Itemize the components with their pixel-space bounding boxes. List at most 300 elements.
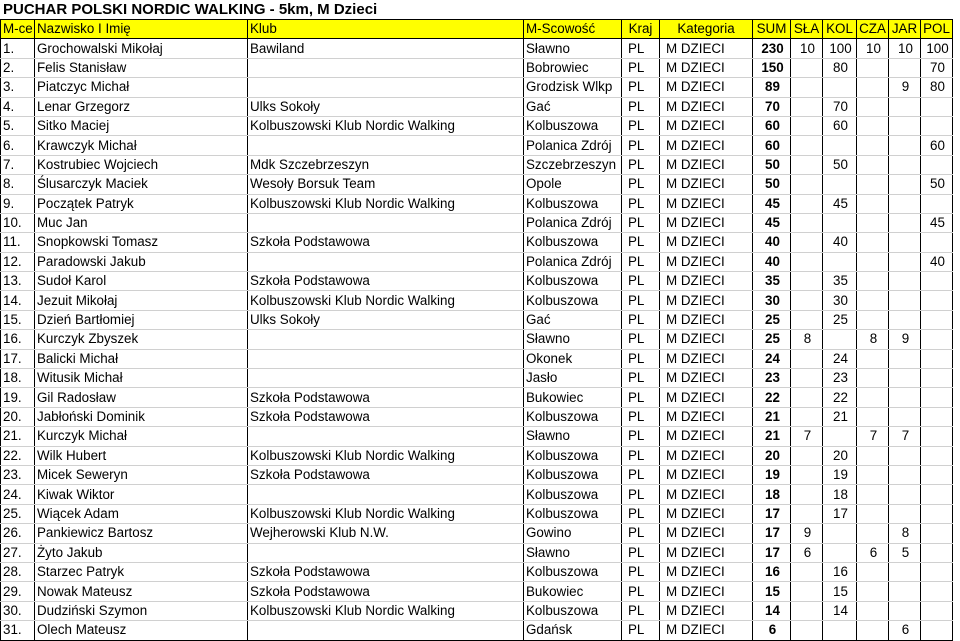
- cell-name: Nowak Mateusz: [35, 582, 248, 601]
- cell-name: Witusik Michał: [35, 369, 248, 388]
- cell-country: PL: [622, 388, 660, 407]
- cell-place: 3.: [1, 78, 35, 97]
- cell-sla: [791, 485, 823, 504]
- cell-club: Szkoła Podstawowa: [248, 582, 524, 601]
- cell-sum: 6: [753, 621, 791, 640]
- cell-city: Gdańsk: [524, 621, 622, 640]
- cell-place: 21.: [1, 427, 35, 446]
- cell-club: [248, 349, 524, 368]
- cell-city: Sławno: [524, 330, 622, 349]
- cell-club: [248, 543, 524, 562]
- cell-jar: 7: [889, 427, 921, 446]
- cell-club: Kolbuszowski Klub Nordic Walking: [248, 446, 524, 465]
- cell-name: Felis Stanisław: [35, 58, 248, 77]
- cell-cza: [857, 465, 889, 484]
- cell-category: M DZIECI: [660, 330, 753, 349]
- cell-jar: [889, 97, 921, 116]
- cell-sum: 30: [753, 291, 791, 310]
- cell-jar: [889, 601, 921, 620]
- cell-sum: 35: [753, 272, 791, 291]
- cell-club: Szkoła Podstawowa: [248, 272, 524, 291]
- cell-jar: [889, 291, 921, 310]
- cell-cza: [857, 621, 889, 640]
- cell-sla: [791, 504, 823, 523]
- cell-kol: 80: [823, 58, 857, 77]
- cell-cza: [857, 213, 889, 232]
- cell-name: Kurczyk Zbyszek: [35, 330, 248, 349]
- table-row: [1, 39, 953, 58]
- cell-pol: 80: [921, 78, 953, 97]
- cell-country: PL: [622, 524, 660, 543]
- cell-pol: [921, 601, 953, 620]
- table-row: [1, 213, 953, 232]
- cell-country: PL: [622, 562, 660, 581]
- cell-sla: [791, 388, 823, 407]
- table-row: [1, 252, 953, 271]
- cell-sum: 23: [753, 369, 791, 388]
- table-row: [1, 78, 953, 97]
- cell-category: M DZIECI: [660, 465, 753, 484]
- cell-kol: 35: [823, 272, 857, 291]
- cell-place: 15.: [1, 310, 35, 329]
- cell-sum: 230: [753, 39, 791, 58]
- cell-city: Kolbuszowa: [524, 291, 622, 310]
- table-row: [1, 465, 953, 484]
- cell-jar: [889, 136, 921, 155]
- cell-jar: [889, 388, 921, 407]
- cell-kol: 100: [823, 39, 857, 58]
- cell-category: M DZIECI: [660, 543, 753, 562]
- cell-category: M DZIECI: [660, 272, 753, 291]
- cell-pol: [921, 465, 953, 484]
- cell-club: Szkoła Podstawowa: [248, 465, 524, 484]
- cell-name: Paradowski Jakub: [35, 252, 248, 271]
- cell-cza: [857, 78, 889, 97]
- cell-place: 22.: [1, 446, 35, 465]
- cell-place: 16.: [1, 330, 35, 349]
- header-cza: CZA: [857, 20, 889, 39]
- header-sla: SŁA: [791, 20, 823, 39]
- cell-kol: 22: [823, 388, 857, 407]
- table-row: [1, 446, 953, 465]
- cell-jar: [889, 252, 921, 271]
- cell-pol: 60: [921, 136, 953, 155]
- cell-sla: [791, 369, 823, 388]
- cell-category: M DZIECI: [660, 58, 753, 77]
- table-row: [1, 58, 953, 77]
- cell-pol: [921, 233, 953, 252]
- cell-pol: [921, 524, 953, 543]
- cell-jar: [889, 233, 921, 252]
- cell-sum: 19: [753, 465, 791, 484]
- cell-place: 23.: [1, 465, 35, 484]
- cell-pol: [921, 407, 953, 426]
- cell-city: Kolbuszowa: [524, 116, 622, 135]
- cell-country: PL: [622, 407, 660, 426]
- cell-kol: 45: [823, 194, 857, 213]
- cell-pol: [921, 543, 953, 562]
- cell-name: Wilk Hubert: [35, 446, 248, 465]
- cell-jar: [889, 562, 921, 581]
- cell-name: Początek Patryk: [35, 194, 248, 213]
- cell-sum: 21: [753, 427, 791, 446]
- results-table: [0, 19, 953, 641]
- cell-pol: [921, 621, 953, 640]
- cell-club: Szkoła Podstawowa: [248, 407, 524, 426]
- cell-cza: [857, 252, 889, 271]
- cell-cza: [857, 349, 889, 368]
- cell-kol: 20: [823, 446, 857, 465]
- cell-name: Dudziński Szymon: [35, 601, 248, 620]
- cell-pol: [921, 116, 953, 135]
- cell-country: PL: [622, 272, 660, 291]
- cell-pol: [921, 349, 953, 368]
- cell-pol: [921, 194, 953, 213]
- cell-jar: [889, 175, 921, 194]
- cell-jar: 10: [889, 39, 921, 58]
- cell-cza: 10: [857, 39, 889, 58]
- cell-city: Okonek: [524, 349, 622, 368]
- table-row: [1, 427, 953, 446]
- cell-city: Grodzisk Wlkp: [524, 78, 622, 97]
- cell-country: PL: [622, 194, 660, 213]
- cell-country: PL: [622, 427, 660, 446]
- cell-name: Sudoł Karol: [35, 272, 248, 291]
- cell-club: Wesoły Borsuk Team: [248, 175, 524, 194]
- cell-country: PL: [622, 369, 660, 388]
- cell-place: 29.: [1, 582, 35, 601]
- cell-name: Muc Jan: [35, 213, 248, 232]
- cell-jar: [889, 369, 921, 388]
- cell-jar: 9: [889, 78, 921, 97]
- table-row: [1, 175, 953, 194]
- cell-jar: 8: [889, 524, 921, 543]
- cell-club: Kolbuszowski Klub Nordic Walking: [248, 116, 524, 135]
- cell-pol: [921, 155, 953, 174]
- cell-cza: [857, 291, 889, 310]
- cell-city: Gać: [524, 97, 622, 116]
- cell-name: Olech Mateusz: [35, 621, 248, 640]
- cell-cza: [857, 562, 889, 581]
- cell-country: PL: [622, 582, 660, 601]
- cell-place: 24.: [1, 485, 35, 504]
- cell-pol: [921, 272, 953, 291]
- cell-club: [248, 330, 524, 349]
- cell-country: PL: [622, 465, 660, 484]
- cell-sum: 50: [753, 155, 791, 174]
- cell-pol: 70: [921, 58, 953, 77]
- cell-city: Bukowiec: [524, 388, 622, 407]
- cell-category: M DZIECI: [660, 485, 753, 504]
- cell-jar: [889, 155, 921, 174]
- cell-cza: [857, 97, 889, 116]
- cell-country: PL: [622, 310, 660, 329]
- cell-city: Kolbuszowa: [524, 485, 622, 504]
- cell-sum: 16: [753, 562, 791, 581]
- cell-sla: [791, 78, 823, 97]
- cell-kol: 14: [823, 601, 857, 620]
- cell-place: 6.: [1, 136, 35, 155]
- cell-sum: 60: [753, 136, 791, 155]
- cell-sla: [791, 407, 823, 426]
- cell-pol: [921, 330, 953, 349]
- table-row: [1, 330, 953, 349]
- cell-sla: [791, 601, 823, 620]
- cell-place: 9.: [1, 194, 35, 213]
- cell-cza: [857, 58, 889, 77]
- cell-name: Starzec Patryk: [35, 562, 248, 581]
- cell-sum: 25: [753, 330, 791, 349]
- table-row: [1, 369, 953, 388]
- cell-country: PL: [622, 446, 660, 465]
- cell-sla: [791, 155, 823, 174]
- cell-country: PL: [622, 330, 660, 349]
- cell-category: M DZIECI: [660, 78, 753, 97]
- table-row: [1, 388, 953, 407]
- cell-jar: [889, 582, 921, 601]
- header-pol: POL: [921, 20, 953, 39]
- cell-category: M DZIECI: [660, 582, 753, 601]
- cell-cza: [857, 388, 889, 407]
- cell-sum: 50: [753, 175, 791, 194]
- cell-sum: 45: [753, 194, 791, 213]
- cell-sum: 60: [753, 116, 791, 135]
- table-row: [1, 194, 953, 213]
- cell-kol: [823, 621, 857, 640]
- cell-jar: [889, 485, 921, 504]
- header-place: M-ce: [1, 20, 35, 39]
- cell-kol: 60: [823, 116, 857, 135]
- cell-jar: [889, 194, 921, 213]
- cell-place: 1.: [1, 39, 35, 58]
- cell-place: 27.: [1, 543, 35, 562]
- cell-category: M DZIECI: [660, 446, 753, 465]
- cell-place: 18.: [1, 369, 35, 388]
- cell-cza: [857, 601, 889, 620]
- cell-country: PL: [622, 291, 660, 310]
- cell-club: [248, 369, 524, 388]
- cell-category: M DZIECI: [660, 155, 753, 174]
- cell-sla: 8: [791, 330, 823, 349]
- cell-club: [248, 252, 524, 271]
- cell-pol: 40: [921, 252, 953, 271]
- cell-club: [248, 213, 524, 232]
- cell-kol: 19: [823, 465, 857, 484]
- table-row: [1, 272, 953, 291]
- cell-city: Bobrowiec: [524, 58, 622, 77]
- cell-pol: [921, 369, 953, 388]
- cell-city: Kolbuszowa: [524, 446, 622, 465]
- cell-jar: 6: [889, 621, 921, 640]
- cell-kol: 18: [823, 485, 857, 504]
- header-country: Kraj: [622, 20, 660, 39]
- table-row: [1, 116, 953, 135]
- cell-country: PL: [622, 213, 660, 232]
- cell-place: 20.: [1, 407, 35, 426]
- cell-jar: [889, 446, 921, 465]
- cell-city: Kolbuszowa: [524, 504, 622, 523]
- cell-cza: 7: [857, 427, 889, 446]
- cell-city: Bukowiec: [524, 582, 622, 601]
- cell-place: 17.: [1, 349, 35, 368]
- cell-cza: [857, 233, 889, 252]
- cell-jar: [889, 213, 921, 232]
- cell-city: Jasło: [524, 369, 622, 388]
- cell-country: PL: [622, 601, 660, 620]
- cell-pol: [921, 504, 953, 523]
- cell-pol: [921, 446, 953, 465]
- table-row: [1, 349, 953, 368]
- cell-sla: 7: [791, 427, 823, 446]
- cell-sum: 25: [753, 310, 791, 329]
- header-name: Nazwisko I Imię: [35, 20, 248, 39]
- cell-kol: 16: [823, 562, 857, 581]
- cell-name: Piatczyc Michał: [35, 78, 248, 97]
- cell-kol: [823, 252, 857, 271]
- cell-category: M DZIECI: [660, 310, 753, 329]
- cell-sum: 45: [753, 213, 791, 232]
- cell-sum: 15: [753, 582, 791, 601]
- cell-city: Sławno: [524, 543, 622, 562]
- cell-pol: [921, 97, 953, 116]
- cell-country: PL: [622, 621, 660, 640]
- cell-sla: [791, 194, 823, 213]
- table-row: [1, 601, 953, 620]
- cell-place: 25.: [1, 504, 35, 523]
- cell-cza: [857, 116, 889, 135]
- table-row: [1, 407, 953, 426]
- cell-jar: [889, 465, 921, 484]
- table-row: [1, 291, 953, 310]
- cell-cza: [857, 485, 889, 504]
- cell-place: 4.: [1, 97, 35, 116]
- cell-club: Mdk Szczebrzeszyn: [248, 155, 524, 174]
- cell-cza: [857, 194, 889, 213]
- cell-sla: 6: [791, 543, 823, 562]
- cell-kol: 23: [823, 369, 857, 388]
- table-row: [1, 233, 953, 252]
- cell-pol: [921, 582, 953, 601]
- cell-kol: [823, 524, 857, 543]
- cell-place: 28.: [1, 562, 35, 581]
- cell-sum: 70: [753, 97, 791, 116]
- cell-sla: [791, 97, 823, 116]
- cell-place: 14.: [1, 291, 35, 310]
- cell-sum: 20: [753, 446, 791, 465]
- cell-sum: 22: [753, 388, 791, 407]
- cell-category: M DZIECI: [660, 252, 753, 271]
- cell-cza: [857, 504, 889, 523]
- cell-category: M DZIECI: [660, 349, 753, 368]
- cell-cza: [857, 136, 889, 155]
- cell-jar: [889, 116, 921, 135]
- cell-kol: 24: [823, 349, 857, 368]
- cell-cza: [857, 369, 889, 388]
- cell-city: Kolbuszowa: [524, 601, 622, 620]
- cell-name: Jezuit Mikołaj: [35, 291, 248, 310]
- cell-sla: [791, 175, 823, 194]
- cell-kol: [823, 543, 857, 562]
- cell-club: Kolbuszowski Klub Nordic Walking: [248, 291, 524, 310]
- cell-category: M DZIECI: [660, 524, 753, 543]
- cell-category: M DZIECI: [660, 388, 753, 407]
- cell-sla: [791, 621, 823, 640]
- cell-city: Polanica Zdrój: [524, 136, 622, 155]
- cell-name: Dzień Bartłomiej: [35, 310, 248, 329]
- cell-country: PL: [622, 97, 660, 116]
- cell-jar: [889, 310, 921, 329]
- cell-name: Gil Radosław: [35, 388, 248, 407]
- cell-sla: [791, 116, 823, 135]
- cell-club: [248, 58, 524, 77]
- cell-kol: 15: [823, 582, 857, 601]
- cell-country: PL: [622, 349, 660, 368]
- cell-sla: [791, 582, 823, 601]
- cell-name: Krawczyk Michał: [35, 136, 248, 155]
- cell-sum: 40: [753, 252, 791, 271]
- cell-country: PL: [622, 39, 660, 58]
- cell-cza: [857, 155, 889, 174]
- cell-category: M DZIECI: [660, 621, 753, 640]
- cell-sla: [791, 310, 823, 329]
- cell-sum: 17: [753, 524, 791, 543]
- cell-city: Kolbuszowa: [524, 194, 622, 213]
- cell-name: Kurczyk Michał: [35, 427, 248, 446]
- cell-sum: 17: [753, 504, 791, 523]
- cell-country: PL: [622, 58, 660, 77]
- cell-place: 2.: [1, 58, 35, 77]
- cell-city: Kolbuszowa: [524, 233, 622, 252]
- cell-pol: 45: [921, 213, 953, 232]
- cell-name: Snopkowski Tomasz: [35, 233, 248, 252]
- cell-kol: 40: [823, 233, 857, 252]
- cell-sum: 24: [753, 349, 791, 368]
- cell-club: Wejherowski Klub N.W.: [248, 524, 524, 543]
- cell-sum: 17: [753, 543, 791, 562]
- cell-club: Bawiland: [248, 39, 524, 58]
- cell-city: Kolbuszowa: [524, 562, 622, 581]
- cell-club: Kolbuszowski Klub Nordic Walking: [248, 601, 524, 620]
- cell-kol: 30: [823, 291, 857, 310]
- cell-pol: [921, 388, 953, 407]
- cell-sla: [791, 465, 823, 484]
- table-row: [1, 621, 953, 640]
- cell-sla: [791, 562, 823, 581]
- cell-city: Sławno: [524, 39, 622, 58]
- cell-city: Sławno: [524, 427, 622, 446]
- cell-sla: 9: [791, 524, 823, 543]
- cell-category: M DZIECI: [660, 194, 753, 213]
- header-jar: JAR: [889, 20, 921, 39]
- cell-pol: [921, 485, 953, 504]
- cell-cza: [857, 175, 889, 194]
- cell-kol: [823, 427, 857, 446]
- cell-name: Wiącek Adam: [35, 504, 248, 523]
- cell-sla: [791, 272, 823, 291]
- cell-city: Gowino: [524, 524, 622, 543]
- cell-category: M DZIECI: [660, 175, 753, 194]
- cell-sla: [791, 58, 823, 77]
- table-row: [1, 485, 953, 504]
- cell-name: Grochowalski Mikołaj: [35, 39, 248, 58]
- cell-country: PL: [622, 78, 660, 97]
- cell-club: [248, 621, 524, 640]
- cell-country: PL: [622, 116, 660, 135]
- header-sum: SUM: [753, 20, 791, 39]
- cell-category: M DZIECI: [660, 562, 753, 581]
- cell-city: Kolbuszowa: [524, 465, 622, 484]
- cell-country: PL: [622, 543, 660, 562]
